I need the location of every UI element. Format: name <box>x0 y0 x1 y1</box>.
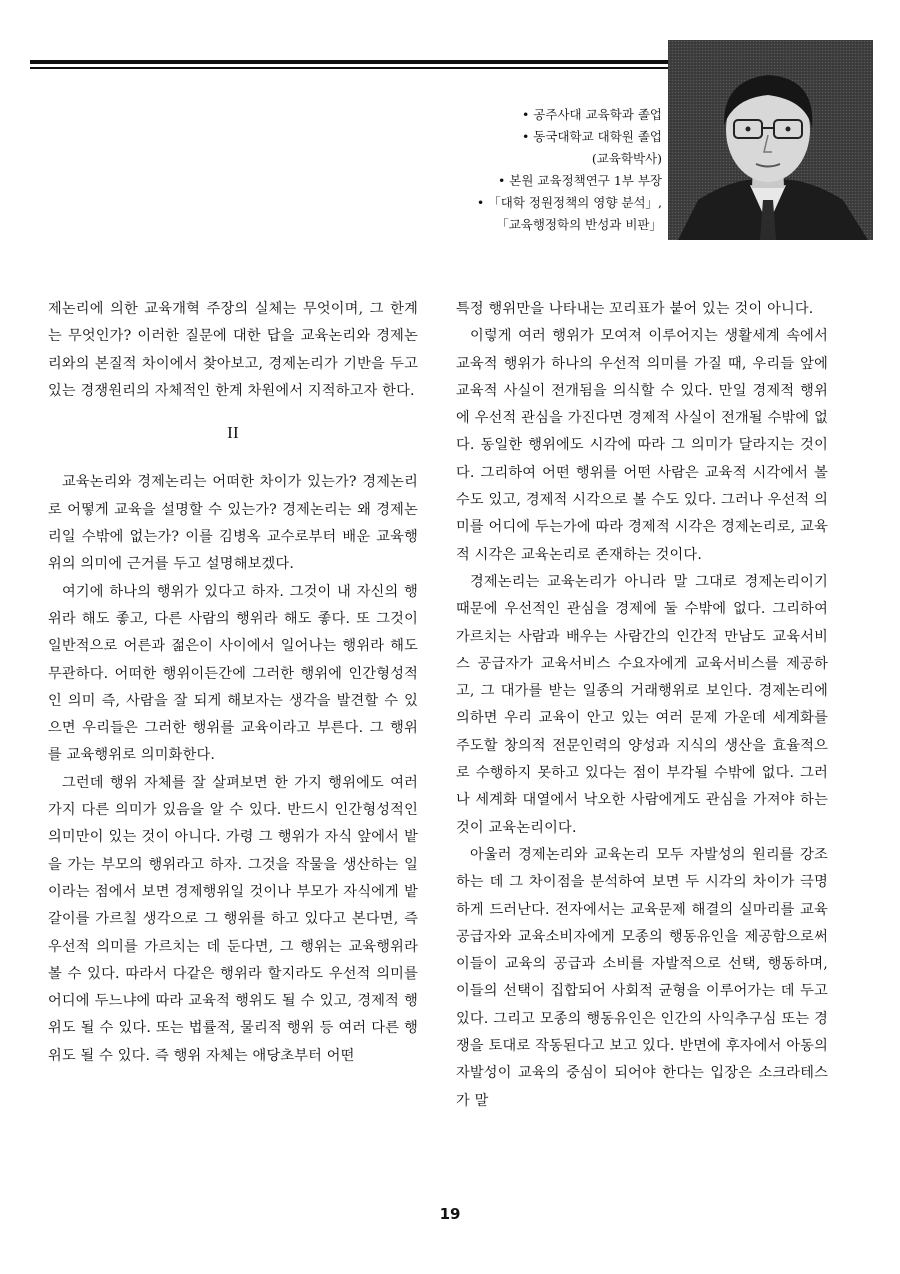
bio-line: • 공주사대 교육학과 졸업 <box>521 107 662 122</box>
body-paragraph: 여기에 하나의 행위가 있다고 하자. 그것이 내 자신의 행위라 해도 좋고, 다른 사람의 행위라 해도 좋다. 또 그것이 일반적으로 어른과 젊은이 사이에서 일어나는 행위라 해도 무관하다. 어떠한 행위이든간에 그러한 행위에 인간형성적인 의미 즉, 사람을 잘 되게 해보자는 생각을 발견할 수 있으면 우리들은 그러한 행위를 교육이라고 부른다. 그 행위를 교육행위로 의미화한다. <box>48 583 418 764</box>
body-paragraph: 특정 행위만을 나타내는 꼬리표가 붙어 있는 것이 아니다. <box>456 301 814 317</box>
right-column <box>456 296 828 1115</box>
body-paragraph: 이렇게 여러 행위가 모여져 이루어지는 생활세계 속에서 교육적 행위가 하나의 우선적 의미를 가질 때, 우리들 앞에 교육적 사실이 전개됨을 의식할 수 있다. 만일 경제적 행위에 우선적 관심을 가진다면 경제적 사실이 전개될 수밖에 없다. 동일한 행위에도 시각에 따라 그 의미가 달라지는 것이다. 그리하여 어떤 행위를 어떤 사람은 교육적 시각에서 볼 수도 있고, 경제적 시각으로 볼 수도 있다. 그러나 우선적 의미를 어디에 두는가에 따라 경제적 시각은 경제논리로, 교육적 시각은 교육논리로 존재하는 것이다. <box>456 328 828 563</box>
header-rule-thin <box>30 67 668 69</box>
body-paragraph: 아울러 경제논리와 교육논리 모두 자발성의 원리를 강조하는 데 그 차이점을 분석하여 보면 두 시각의 차이가 극명하게 드러난다. 전자에서는 교육문제 해결의 실마리를 교육공급자와 교육소비자에게 모종의 행동유인을 제공함으로써 이들이 교육의 공급과 소비를 자발적으로 선택, 행동하며, 이들의 선택이 집합되어 사회적 균형을 이루어가는 데 두고 있다. 그리고 모종의 행동유인은 인간의 사익추구심 또는 경쟁을 토대로 작동된다고 보고 있다. 반면에 후자에서 아동의 자발성이 교육의 중심이 되어야 한다는 입장은 소크라테스가 말 <box>456 846 828 1109</box>
bio-line: • 「대학 정원정책의 영향 분석」, <box>476 195 662 210</box>
bio-line: • 본원 교육정책연구 1부 부장 <box>497 173 662 188</box>
section-number: II <box>227 423 239 443</box>
left-column <box>48 296 418 1070</box>
bio-line: (교육학박사) <box>591 151 662 166</box>
page-number: 19 <box>439 1205 461 1223</box>
body-paragraph: 그런데 행위 자체를 잘 살펴보면 한 가지 행위에도 여러 가지 다른 의미가 있음을 알 수 있다. 반드시 인간형성적인 의미만이 있는 것이 아니다. 가령 그 행위가 자식 앞에서 밭을 가는 부모의 행위라고 하자. 그것을 작물을 생산하는 일이라는 점에서 보면 경제행위일 것이나 부모가 자식에게 밭갈이를 가르칠 생각으로 그 행위를 하고 있다고 본다면, 즉 우선적 의미를 가르치는 데 둔다면, 그 행위는 교육행위라 볼 수 있다. 따라서 다같은 행위라 할지라도 우선적 의미를 어디에 두느냐에 따라 교육적 행위도 될 수 있고, 경제적 행위도 될 수 있다. 또는 법률적, 물리적 행위 등 여러 다른 행위도 될 수 있다. 즉 행위 자체는 애당초부터 어떤 <box>48 774 418 1064</box>
author-photo <box>668 40 873 240</box>
body-paragraph: 경제논리는 교육논리가 아니라 말 그대로 경제논리이기 때문에 우선적인 관심을 경제에 둘 수밖에 없다. 그리하여 가르치는 사람과 배우는 사람간의 인간적 만남도 교육서비스 공급자가 교육서비스 수요자에게 교육서비스를 제공하고, 그 대가를 받는 일종의 거래행위로 보인다. 경제논리에 의하면 우리 교육이 안고 있는 여러 문제 가운데 세계화를 주도할 창의적 전문인력의 양성과 지식의 생산을 효율적으로 수행하지 못하고 있다는 점이 부각될 수밖에 없다. 그러나 세계화 대열에서 낙오한 사람에게도 관심을 가져야 하는 것이 교육논리이다. <box>456 573 828 836</box>
body-paragraph: 교육논리와 경제논리는 어떠한 차이가 있는가? 경제논리로 어떻게 교육을 설명할 수 있는가? 경제논리는 왜 경제논리일 수밖에 없는가? 이를 김병옥 교수로부터 배운 교육행위의 의미에 근거를 두고 설명해보겠다. <box>48 474 418 573</box>
bio-line: • 동국대학교 대학원 졸업 <box>521 129 662 144</box>
bio-line: 「교육행정학의 반성과 비판」 <box>496 217 662 232</box>
intro-paragraph: 제논리에 의한 교육개혁 주장의 실체는 무엇이며, 그 한계는 무엇인가? 이러한 질문에 대한 답을 교육논리와 경제논리와의 본질적 차이에서 찾아보고, 경제논리가 기반을 두고 있는 경쟁원리의 자체적인 한계 차원에서 지적하고자 한다. <box>48 301 418 399</box>
author-bio <box>342 104 662 236</box>
header-rule-thick <box>30 60 668 64</box>
